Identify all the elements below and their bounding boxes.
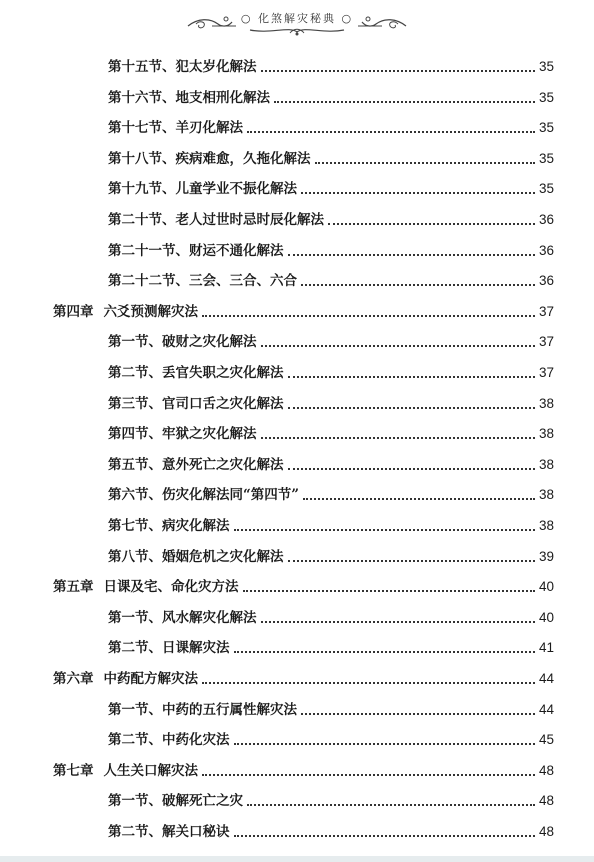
dot-leader [288,407,535,409]
toc-entry-label [108,790,243,812]
toc-section-entry[interactable] [108,270,554,292]
toc-entry-label [108,515,230,537]
toc-entry-label [53,576,239,598]
dot-leader [202,315,535,317]
toc-entry-label [108,699,297,721]
toc-entry-title: 第一节、破解死亡之灾 [108,793,243,810]
toc-section-entry[interactable] [108,423,554,445]
toc-entry-title: 第一节、风水解灾化解法 [108,609,257,626]
toc-page-number: 37 [538,334,554,350]
dot-leader [328,223,535,225]
toc-entry-title: 第十八节、疾病难愈，久拖化解法 [108,150,311,167]
toc-page-number: 35 [538,181,554,197]
toc-section-entry[interactable] [108,454,554,476]
toc-section-entry[interactable] [108,546,554,568]
toc-entry-label [108,331,257,353]
toc-entry-label [108,454,284,476]
toc-page-number: 39 [538,548,554,564]
toc-entry-title: 第四节、牢狱之灾化解法 [108,426,257,443]
toc-page-number: 40 [538,579,554,595]
toc-entry-title: 第二节、中药化灾法 [108,732,230,749]
toc-section-entry[interactable] [108,515,554,537]
dot-leader [301,713,535,715]
toc-section-entry[interactable] [108,148,554,170]
toc-section-entry[interactable] [108,729,554,751]
toc-entry-title: 第十七节、羊刃化解法 [108,120,243,137]
toc-section-entry[interactable] [108,393,554,415]
chapter-number: 第七章 [53,762,94,779]
toc-entry-title: 第二十一节、财运不通化解法 [108,242,284,259]
toc-section-entry[interactable] [108,607,554,629]
toc-section-entry[interactable] [108,637,554,659]
toc-entry-title: 第二节、丢官失职之灾化解法 [108,365,284,381]
toc-page-number: 36 [538,242,554,258]
toc-section-entry[interactable] [108,484,554,506]
dot-leader [315,162,535,164]
dot-leader [261,437,535,439]
dot-leader [274,101,535,103]
header-dot-left-icon: ○ [240,12,253,25]
toc-chapter-entry[interactable] [53,668,554,690]
toc-entry-title: 第十六节、地支相刑化解法 [108,89,270,106]
toc-page-number: 35 [538,150,554,166]
toc-entry-label [53,760,198,782]
dot-leader [288,254,535,256]
toc-entry-title: 第十五节、犯太岁化解法 [108,59,257,75]
toc-section-entry[interactable] [108,790,554,812]
chapter-number: 第五章 [53,579,94,596]
toc-entry-label [108,484,299,506]
dot-leader [261,70,535,72]
dot-leader [288,560,535,562]
toc-chapter-entry[interactable] [53,576,554,598]
toc-page-number: 48 [538,762,554,778]
toc-section-entry[interactable] [108,362,554,384]
dot-leader [301,284,535,286]
toc-entry-label [108,209,324,231]
toc-page-number: 38 [538,426,554,442]
toc-page-number: 35 [538,120,554,136]
header-dot-right-icon: ○ [341,12,354,25]
dot-leader [303,498,535,500]
dot-leader [202,682,535,684]
toc-section-entry[interactable] [108,821,554,843]
toc-entry-label [53,301,198,323]
dot-leader [261,345,535,347]
toc-entry-label [108,240,284,262]
toc-entry-title: 第八节、婚姻危机之灾化解法 [108,548,284,565]
toc-entry-label [108,821,230,843]
dot-leader [234,651,535,653]
toc-entry-label [108,423,257,445]
toc-section-entry[interactable] [108,56,554,78]
chapter-number: 第六章 [53,671,94,687]
toc-entry-label [108,607,257,629]
toc-page-number: 40 [538,609,554,625]
toc-page-number: 38 [538,487,554,503]
dot-leader [288,468,535,470]
toc-section-entry[interactable] [108,699,554,721]
dot-leader [261,621,535,623]
toc-entry-label [108,637,230,659]
toc-entry-label [108,87,270,109]
toc-page-number: 35 [538,89,554,105]
toc-entry-label [108,56,257,78]
toc-entry-label [108,178,297,200]
running-title [0,10,594,26]
page-header [0,6,594,36]
dot-leader [234,835,535,837]
toc-page-number: 38 [538,395,554,411]
toc-entry-title: 第一节、中药的五行属性解灾法 [108,701,297,718]
toc-entry-title: 人生关口解灾法 [103,762,198,779]
chapter-number: 第四章 [53,303,94,320]
dot-leader [234,743,535,745]
toc-page-number: 38 [538,456,554,472]
dot-leader [247,131,535,133]
toc-entry-title: 日课及宅、命化灾方法 [103,579,239,596]
toc-entry-title: 第七节、病灾化解法 [108,518,230,534]
toc-page-number: 35 [538,59,554,74]
toc-entry-title: 六爻预测解灾法 [103,303,198,320]
toc-section-entry[interactable] [108,117,554,139]
toc-entry-label [53,668,198,690]
toc-section-entry[interactable] [108,331,554,353]
toc-entry-label [108,148,311,170]
toc-entry-title: 第二十节、老人过世时忌时辰化解法 [108,212,324,228]
dot-leader [301,192,535,194]
dot-leader [247,804,535,806]
book-title: 化煞解灾秘典 [258,12,336,25]
toc-page-number: 48 [538,793,554,809]
toc-entry-title: 第二节、解关口秘诀 [108,824,230,840]
dot-leader [243,590,535,592]
toc-page-number: 36 [538,273,554,289]
toc-entry-title: 中药配方解灾法 [103,671,198,687]
toc-entry-title: 第五节、意外死亡之灾化解法 [108,456,284,473]
dot-leader [234,529,535,531]
toc-page-number: 48 [538,824,554,839]
toc-page-number: 37 [538,365,554,380]
toc-entry-label [108,117,243,139]
toc-page-number: 44 [538,671,554,686]
toc-chapter-entry[interactable] [53,760,554,782]
toc-entry-title: 第二十二节、三会、三合、六合 [108,273,297,290]
bottom-edge [0,856,594,862]
toc-entry-title: 第三节、官司口舌之灾化解法 [108,395,284,412]
toc-page-number: 41 [538,640,554,656]
toc-entry-label [108,393,284,415]
toc-entry-title: 第十九节、儿童学业不振化解法 [108,181,297,198]
toc-entry-title: 第一节、破财之灾化解法 [108,334,257,351]
toc-page-number: 37 [538,303,554,319]
toc-entry-title: 第二节、日课解灾法 [108,640,230,657]
toc-section-entry[interactable] [108,178,554,200]
toc-page-number: 44 [538,701,554,717]
toc-entry-title: 第六节、伤灾化解法同“第四节” [108,487,300,504]
toc-entry-label [108,729,230,751]
toc-page-number: 38 [538,518,554,533]
toc-entry-label [108,546,284,568]
toc-page-number: 45 [538,732,554,748]
dot-leader [288,376,535,378]
toc-page-number: 36 [538,212,554,227]
toc-section-entry[interactable] [108,87,554,109]
toc-entry-label [108,362,284,384]
toc-chapter-entry[interactable] [53,301,554,323]
toc-entry-label [108,270,297,292]
toc-section-entry[interactable] [108,209,554,231]
dot-leader [202,774,535,776]
toc-section-entry[interactable] [108,240,554,262]
